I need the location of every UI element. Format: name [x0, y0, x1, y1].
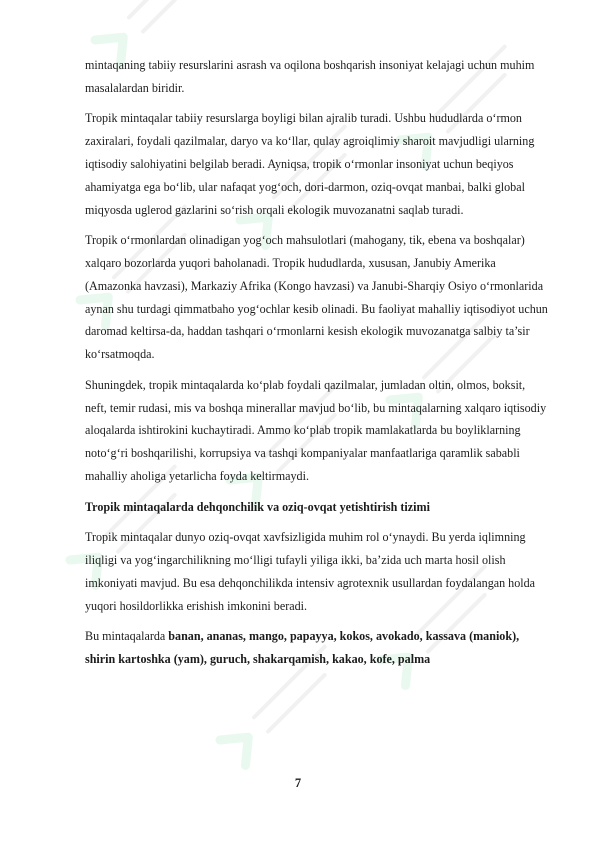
page-number: 7 [294, 776, 302, 790]
page-body [85, 54, 549, 679]
paragraph-3: Tropik o‘rmonlardan olinadigan yog‘och mahsulotlari (mahogany, tik, ebena va boshqalar) xalqaro bozorlarda yuqori baholanadi. Tropik hududlarda, xususan, Janubiy Amerika (Amazonka havzasi), Markaziy Afrika (Kongo havzasi) va Janubi-Sharqiy Osiyo o‘rmonlarida aynan shu turdagi qimmatbaho yog‘ochlar kesib olinadi. Bu faoliyat mahalliy iqtisodiyot uchun daromad keltirsa-da, haddan tashqari o‘rmonlarni kesish ekologik muvozanatga salbiy ta’sir ko‘rsatmoqda. [85, 233, 548, 362]
crop-list: banan, ananas, mango, papayya, kokos, avokado, kassava (maniok), shirin kartoshka (yam), guruch, shakarqamish, kakao, kofe, palma [85, 629, 520, 666]
paragraph-6 [85, 625, 549, 671]
paragraph-4: Shuningdek, tropik mintaqalarda ko‘plab foydali qazilmalar, jumladan oltin, olmos, boksit, neft, temir rudasi, mis va boshqa minerallar mavjud bo‘lib, bu mintaqalarning xalqaro iqtisodiy aloqalarda ishtirokini kuchaytiradi. Ammo ko‘plab tropik mamlakatlarda bu boyliklarning noto‘g‘ri boshqarilishi, korrupsiya va tashqi kompaniyalar manfaatlariga qaramlik sababli mahalliy aholiga yetarlicha foyda keltirmaydi. [85, 377, 547, 483]
paragraph-5: Tropik mintaqalar dunyo oziq-ovqat xavfsizligida muhim rol o‘ynaydi. Bu yerda iqlimning iliqligi va yog‘ingarchilikning mo‘lligi tufayli yiliga ikki, ba’zida uch marta hosil olish imkoniyati mavjud. Bu esa dehqonchilikda intensiv agrotexnik usullardan foydalangan holda yuqori hosildorlikka erishish imkonini beradi. [85, 530, 536, 613]
paragraph-6-lead: Bu mintaqalarda [85, 629, 169, 644]
paragraph-1: mintaqaning tabiiy resurslarini asrash va oqilona boshqarish insoniyat kelajagi uchun muhim masalalardan biridir. [85, 58, 535, 95]
section-heading: Tropik mintaqalarda dehqonchilik va oziq-ovqat yetishtirish tizimi [85, 499, 430, 514]
paragraph-2: Tropik mintaqalar tabiiy resurslarga boyligi bilan ajralib turadi. Ushbu hududlarda o‘rmon zaxiralari, foydali qazilmalar, daryo va ko‘llar, qulay agroiqlimiy sharoit mavjudligi ularning iqtisodiy salohiyatini belgilab beradi. Ayniqsa, tropik o‘rmonlar insoniyat uchun beqiyos ahamiyatga ega bo‘lib, ular nafaqat yog‘och, dori-darmon, oziq-ovqat manbai, balki global miqyosda uglerod gazlarini so‘rish orqali ekologik muvozanatni saqlab turadi. [85, 111, 535, 217]
